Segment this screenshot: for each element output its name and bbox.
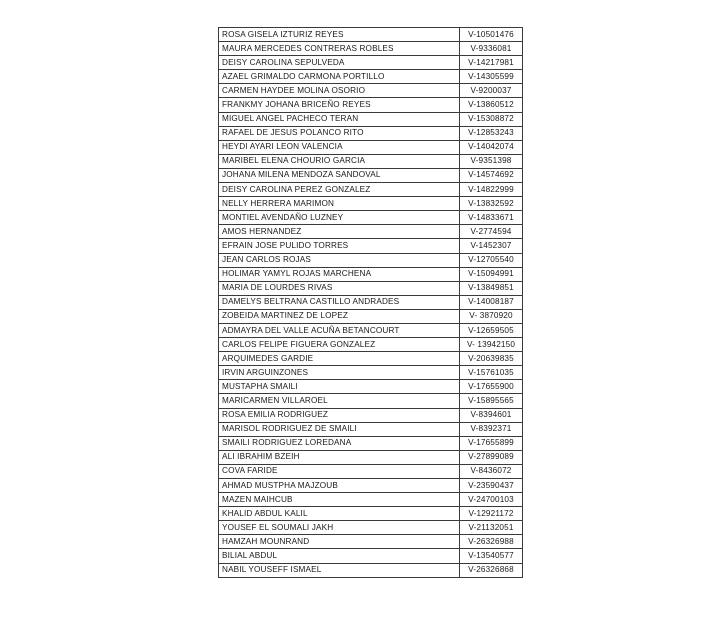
id-number-cell: V-14042074 (460, 140, 523, 154)
id-number-cell: V-1452307 (460, 239, 523, 253)
table-row (219, 493, 523, 507)
table-row (219, 309, 523, 323)
person-name-cell: KHALID ABDUL KALIL (219, 507, 460, 521)
table-row (219, 56, 523, 70)
person-name-cell: JEAN CARLOS ROJAS (219, 253, 460, 267)
id-number-cell: V-2774594 (460, 225, 523, 239)
id-number-cell: V-13540577 (460, 549, 523, 563)
table-row (219, 563, 523, 577)
table-row (219, 84, 523, 98)
table-row (219, 112, 523, 126)
person-name-cell: MARISOL RODRIGUEZ DE SMAILI (219, 422, 460, 436)
id-number-cell: V-14217981 (460, 56, 523, 70)
id-number-cell: V-15094991 (460, 267, 523, 281)
person-name-cell: DAMELYS BELTRANA CASTILLO ANDRADES (219, 295, 460, 309)
person-id-table (218, 27, 523, 578)
person-name-cell: MARICARMEN VILLAROEL (219, 394, 460, 408)
id-number-cell: V-26326868 (460, 563, 523, 577)
id-number-cell: V-27899089 (460, 450, 523, 464)
id-number-cell: V-17655899 (460, 436, 523, 450)
person-name-cell: MAZEN MAIHCUB (219, 493, 460, 507)
table-row (219, 281, 523, 295)
table-row (219, 394, 523, 408)
id-number-cell: V-17655900 (460, 380, 523, 394)
person-name-cell: HAMZAH MOUNRAND (219, 535, 460, 549)
person-name-cell: ALI IBRAHIM BZEIH (219, 450, 460, 464)
person-name-cell: YOUSEF EL SOUMALI JAKH (219, 521, 460, 535)
id-number-cell: V-8436072 (460, 464, 523, 478)
table-row (219, 338, 523, 352)
id-number-cell: V-15761035 (460, 366, 523, 380)
table-row (219, 352, 523, 366)
table-row (219, 225, 523, 239)
person-name-cell: MUSTAPHA SMAILI (219, 380, 460, 394)
person-name-cell: HEYDI AYARI LEON VALENCIA (219, 140, 460, 154)
table-body (219, 28, 523, 578)
person-name-cell: MARIBEL ELENA CHOURIO GARCIA (219, 154, 460, 168)
person-name-cell: NELLY HERRERA MARIMON (219, 197, 460, 211)
person-name-cell: RAFAEL DE JESUS POLANCO RITO (219, 126, 460, 140)
table-row (219, 42, 523, 56)
id-number-cell: V-8392371 (460, 422, 523, 436)
person-name-cell: ROSA GISELA IZTURIZ REYES (219, 28, 460, 42)
table-row (219, 197, 523, 211)
table-row (219, 267, 523, 281)
person-name-cell: MARIA DE LOURDES RIVAS (219, 281, 460, 295)
table-row (219, 422, 523, 436)
person-name-cell: CARLOS FELIPE FIGUERA GONZALEZ (219, 338, 460, 352)
table-row (219, 549, 523, 563)
table-row (219, 28, 523, 42)
table-row (219, 535, 523, 549)
person-name-cell: JOHANA MILENA MENDOZA SANDOVAL (219, 168, 460, 182)
table-row (219, 183, 523, 197)
person-name-cell: MONTIEL AVENDAÑO LUZNEY (219, 211, 460, 225)
id-number-cell: V-26326988 (460, 535, 523, 549)
id-number-cell: V-15308872 (460, 112, 523, 126)
table-row (219, 464, 523, 478)
person-name-cell: IRVIN ARGUINZONES (219, 366, 460, 380)
table-row (219, 450, 523, 464)
table-row (219, 211, 523, 225)
person-name-cell: AZAEL GRIMALDO CARMONA PORTILLO (219, 70, 460, 84)
id-number-cell: V- 3870920 (460, 309, 523, 323)
person-name-cell: ARQUIMEDES GARDIE (219, 352, 460, 366)
table-row (219, 239, 523, 253)
id-number-cell: V-12705540 (460, 253, 523, 267)
table-row (219, 323, 523, 337)
person-name-cell: MAURA MERCEDES CONTRERAS ROBLES (219, 42, 460, 56)
table-row (219, 507, 523, 521)
person-name-cell: SMAILI RODRIGUEZ LOREDANA (219, 436, 460, 450)
id-number-cell: V-13860512 (460, 98, 523, 112)
person-name-cell: BILIAL ABDUL (219, 549, 460, 563)
id-number-cell: V-13832592 (460, 197, 523, 211)
person-name-cell: HOLIMAR YAMYL ROJAS MARCHENA (219, 267, 460, 281)
person-name-cell: ZOBEIDA MARTINEZ DE LOPEZ (219, 309, 460, 323)
id-number-cell: V-9351398 (460, 154, 523, 168)
id-number-cell: V-23590437 (460, 479, 523, 493)
person-name-cell: ROSA EMILIA RODRIGUEZ (219, 408, 460, 422)
person-name-cell: CARMEN HAYDEE MOLINA OSORIO (219, 84, 460, 98)
person-name-cell: ADMAYRA DEL VALLE ACUÑA BETANCOURT (219, 323, 460, 337)
person-name-cell: EFRAIN JOSE PULIDO TORRES (219, 239, 460, 253)
id-number-cell: V- 13942150 (460, 338, 523, 352)
table-row (219, 436, 523, 450)
id-number-cell: V-15895565 (460, 394, 523, 408)
id-number-cell: V-24700103 (460, 493, 523, 507)
id-number-cell: V-14008187 (460, 295, 523, 309)
person-name-cell: DEISY CAROLINA PEREZ GONZALEZ (219, 183, 460, 197)
id-number-cell: V-12659505 (460, 323, 523, 337)
person-name-cell: MIGUEL ANGEL PACHECO TERAN (219, 112, 460, 126)
id-number-cell: V-12921172 (460, 507, 523, 521)
id-number-cell: V-14822999 (460, 183, 523, 197)
person-name-cell: FRANKMY JOHANA BRICEÑO REYES (219, 98, 460, 112)
table-row (219, 479, 523, 493)
person-name-cell: AMOS HERNANDEZ (219, 225, 460, 239)
table-row (219, 70, 523, 84)
id-number-cell: V-12853243 (460, 126, 523, 140)
table-row (219, 154, 523, 168)
table-row (219, 98, 523, 112)
id-number-cell: V-10501476 (460, 28, 523, 42)
table-row (219, 140, 523, 154)
id-number-cell: V-8394601 (460, 408, 523, 422)
table-row (219, 366, 523, 380)
id-number-cell: V-13849851 (460, 281, 523, 295)
table-row (219, 253, 523, 267)
id-number-cell: V-21132051 (460, 521, 523, 535)
id-number-cell: V-14305599 (460, 70, 523, 84)
id-number-cell: V-14833671 (460, 211, 523, 225)
table-row (219, 168, 523, 182)
id-number-cell: V-9200037 (460, 84, 523, 98)
person-name-cell: NABIL YOUSEFF ISMAEL (219, 563, 460, 577)
table-row (219, 295, 523, 309)
person-name-cell: DEISY CAROLINA SEPULVEDA (219, 56, 460, 70)
table-row (219, 380, 523, 394)
table-row (219, 521, 523, 535)
id-number-cell: V-14574692 (460, 168, 523, 182)
person-name-cell: AHMAD MUSTPHA MAJZOUB (219, 479, 460, 493)
table-row (219, 126, 523, 140)
id-number-cell: V-20639835 (460, 352, 523, 366)
id-number-cell: V-9336081 (460, 42, 523, 56)
table-row (219, 408, 523, 422)
person-name-cell: COVA FARIDE (219, 464, 460, 478)
